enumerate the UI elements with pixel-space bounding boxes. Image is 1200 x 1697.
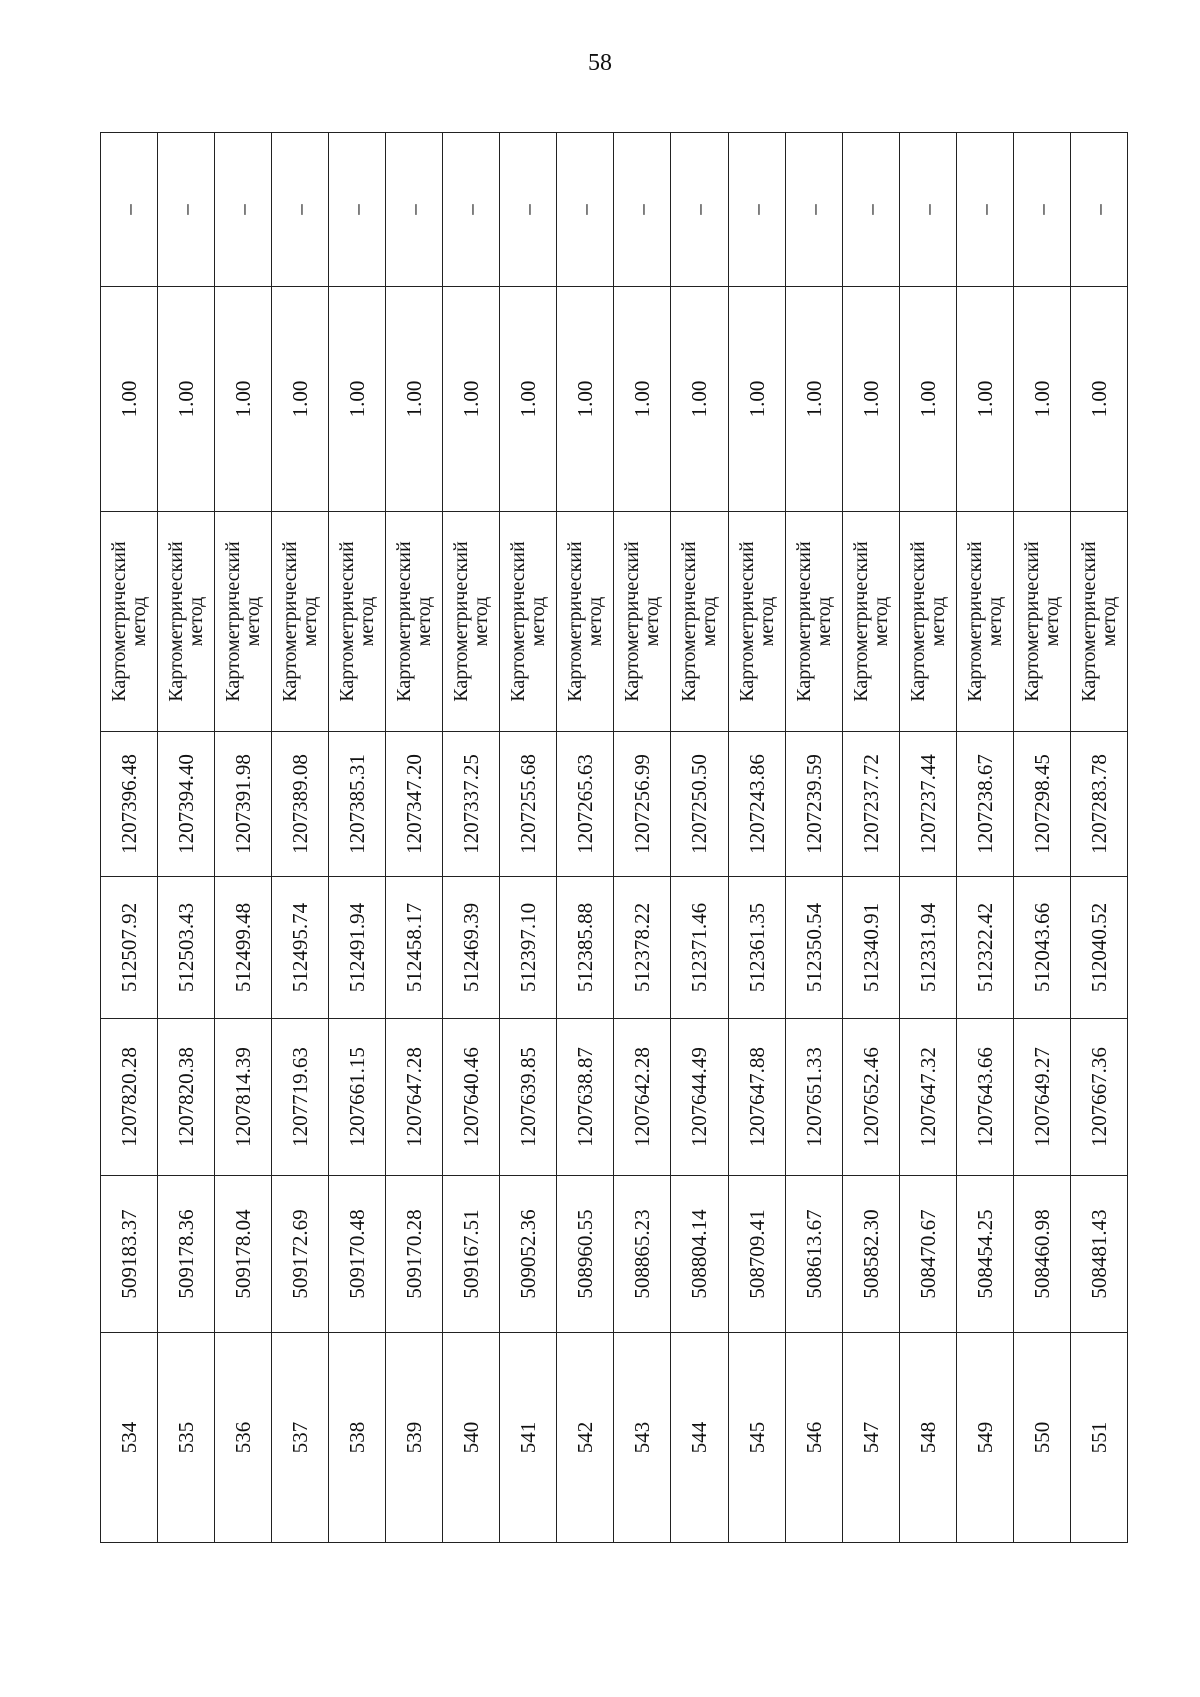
method-cell [842, 512, 899, 732]
table-row [785, 133, 842, 1543]
method-line-1: Картометрический [336, 541, 359, 702]
table-row [557, 133, 614, 1543]
accuracy-cell: 1.00 [671, 287, 728, 512]
method-line-1: Картометрический [678, 541, 701, 702]
y-coordinate-old-cell: 1207642.28 [614, 1019, 671, 1176]
x-coordinate-old-cell: 508709.41 [728, 1176, 785, 1333]
method-line-2: метод [1040, 596, 1063, 647]
method-line-1: Картометрический [108, 541, 131, 702]
method-line-2: метод [356, 596, 379, 647]
point-number-cell: 539 [386, 1333, 443, 1543]
y-coordinate-old-cell: 1207647.32 [899, 1019, 956, 1176]
point-number-cell: 535 [158, 1333, 215, 1543]
point-number-cell: 544 [671, 1333, 728, 1543]
point-number-cell: 548 [899, 1333, 956, 1543]
y-coordinate-old-cell: 1207652.46 [842, 1019, 899, 1176]
x-coordinate-old-cell: 509172.69 [272, 1176, 329, 1333]
x-coordinate-new-cell: 512499.48 [215, 877, 272, 1019]
x-coordinate-new-cell: 512397.10 [500, 877, 557, 1019]
table-row [728, 133, 785, 1543]
method-cell [1070, 512, 1127, 732]
table-row [956, 133, 1013, 1543]
method-line-1: Картометрический [450, 541, 473, 702]
x-coordinate-old-cell: 508582.30 [842, 1176, 899, 1333]
accuracy-cell: 1.00 [614, 287, 671, 512]
note-cell: – [386, 133, 443, 287]
x-coordinate-new-cell: 512469.39 [443, 877, 500, 1019]
y-coordinate-new-cell: 1207256.99 [614, 732, 671, 877]
method-cell [101, 512, 158, 732]
accuracy-cell: 1.00 [728, 287, 785, 512]
method-line-1: Картометрический [222, 541, 245, 702]
x-coordinate-old-cell: 508470.67 [899, 1176, 956, 1333]
point-number-cell: 545 [728, 1333, 785, 1543]
point-number-cell: 534 [101, 1333, 158, 1543]
method-cell [329, 512, 386, 732]
accuracy-cell: 1.00 [500, 287, 557, 512]
y-coordinate-new-cell: 1207394.40 [158, 732, 215, 877]
note-cell: – [842, 133, 899, 287]
accuracy-cell: 1.00 [272, 287, 329, 512]
x-coordinate-old-cell: 508613.67 [785, 1176, 842, 1333]
method-line-2: метод [299, 596, 322, 647]
y-coordinate-new-cell: 1207298.45 [1013, 732, 1070, 877]
note-cell: – [272, 133, 329, 287]
x-coordinate-new-cell: 512340.91 [842, 877, 899, 1019]
x-coordinate-old-cell: 508454.25 [956, 1176, 1013, 1333]
y-coordinate-new-cell: 1207255.68 [500, 732, 557, 877]
x-coordinate-new-cell: 512043.66 [1013, 877, 1070, 1019]
point-number-cell: 536 [215, 1333, 272, 1543]
x-coordinate-new-cell: 512040.52 [1070, 877, 1127, 1019]
x-coordinate-old-cell: 508865.23 [614, 1176, 671, 1333]
method-cell [557, 512, 614, 732]
y-coordinate-new-cell: 1207237.44 [899, 732, 956, 877]
x-coordinate-old-cell: 509178.04 [215, 1176, 272, 1333]
x-coordinate-new-cell: 512331.94 [899, 877, 956, 1019]
y-coordinate-old-cell: 1207643.66 [956, 1019, 1013, 1176]
y-coordinate-new-cell: 1207239.59 [785, 732, 842, 877]
x-coordinate-old-cell: 509178.36 [158, 1176, 215, 1333]
x-coordinate-old-cell: 508804.14 [671, 1176, 728, 1333]
table-row [272, 133, 329, 1543]
y-coordinate-old-cell: 1207647.28 [386, 1019, 443, 1176]
method-cell [386, 512, 443, 732]
table-row [500, 133, 557, 1543]
method-line-1: Картометрический [1020, 541, 1043, 702]
y-coordinate-new-cell: 1207265.63 [557, 732, 614, 877]
method-line-1: Картометрический [279, 541, 302, 702]
y-coordinate-old-cell: 1207640.46 [443, 1019, 500, 1176]
method-line-2: метод [185, 596, 208, 647]
page-number: 58 [588, 50, 612, 76]
x-coordinate-new-cell: 512503.43 [158, 877, 215, 1019]
table-row [1013, 133, 1070, 1543]
y-coordinate-new-cell: 1207243.86 [728, 732, 785, 877]
method-line-2: метод [527, 596, 550, 647]
table-row [842, 133, 899, 1543]
method-line-1: Картометрический [507, 541, 530, 702]
x-coordinate-new-cell: 512322.42 [956, 877, 1013, 1019]
method-cell [728, 512, 785, 732]
x-coordinate-old-cell: 509183.37 [101, 1176, 158, 1333]
x-coordinate-old-cell: 509170.28 [386, 1176, 443, 1333]
table-row [443, 133, 500, 1543]
method-line-2: метод [242, 596, 265, 647]
method-line-2: метод [983, 596, 1006, 647]
accuracy-cell: 1.00 [386, 287, 443, 512]
table-row [101, 133, 158, 1543]
y-coordinate-new-cell: 1207337.25 [443, 732, 500, 877]
y-coordinate-old-cell: 1207651.33 [785, 1019, 842, 1176]
method-cell [899, 512, 956, 732]
table-row [1070, 133, 1127, 1543]
point-number-cell: 546 [785, 1333, 842, 1543]
x-coordinate-old-cell: 509170.48 [329, 1176, 386, 1333]
method-line-2: метод [641, 596, 664, 647]
accuracy-cell: 1.00 [785, 287, 842, 512]
point-number-cell: 541 [500, 1333, 557, 1543]
note-cell: – [329, 133, 386, 287]
method-cell [272, 512, 329, 732]
y-coordinate-new-cell: 1207250.50 [671, 732, 728, 877]
method-line-1: Картометрический [963, 541, 986, 702]
table-row [158, 133, 215, 1543]
y-coordinate-new-cell: 1207385.31 [329, 732, 386, 877]
method-line-2: метод [698, 596, 721, 647]
accuracy-cell: 1.00 [215, 287, 272, 512]
method-line-1: Картометрический [564, 541, 587, 702]
point-number-cell: 550 [1013, 1333, 1070, 1543]
method-line-1: Картометрический [393, 541, 416, 702]
note-cell: – [728, 133, 785, 287]
x-coordinate-new-cell: 512378.22 [614, 877, 671, 1019]
method-line-2: метод [755, 596, 778, 647]
accuracy-cell: 1.00 [101, 287, 158, 512]
point-number-cell: 538 [329, 1333, 386, 1543]
table-row [215, 133, 272, 1543]
x-coordinate-new-cell: 512361.35 [728, 877, 785, 1019]
accuracy-cell: 1.00 [956, 287, 1013, 512]
table-row [386, 133, 443, 1543]
y-coordinate-old-cell: 1207649.27 [1013, 1019, 1070, 1176]
y-coordinate-new-cell: 1207389.08 [272, 732, 329, 877]
method-line-2: метод [812, 596, 835, 647]
x-coordinate-old-cell: 508960.55 [557, 1176, 614, 1333]
x-coordinate-new-cell: 512507.92 [101, 877, 158, 1019]
y-coordinate-new-cell: 1207237.72 [842, 732, 899, 877]
point-number-cell: 540 [443, 1333, 500, 1543]
accuracy-cell: 1.00 [1070, 287, 1127, 512]
method-cell [1013, 512, 1070, 732]
point-number-cell: 549 [956, 1333, 1013, 1543]
x-coordinate-new-cell: 512371.46 [671, 877, 728, 1019]
method-line-2: метод [869, 596, 892, 647]
method-cell [785, 512, 842, 732]
note-cell: – [956, 133, 1013, 287]
y-coordinate-old-cell: 1207644.49 [671, 1019, 728, 1176]
x-coordinate-new-cell: 512491.94 [329, 877, 386, 1019]
y-coordinate-old-cell: 1207661.15 [329, 1019, 386, 1176]
method-line-1: Картометрический [735, 541, 758, 702]
method-line-2: метод [470, 596, 493, 647]
method-line-1: Картометрический [1077, 541, 1100, 702]
y-coordinate-new-cell: 1207283.78 [1070, 732, 1127, 877]
accuracy-cell: 1.00 [329, 287, 386, 512]
y-coordinate-new-cell: 1207396.48 [101, 732, 158, 877]
note-cell: – [101, 133, 158, 287]
point-number-cell: 551 [1070, 1333, 1127, 1543]
x-coordinate-new-cell: 512495.74 [272, 877, 329, 1019]
x-coordinate-new-cell: 512385.88 [557, 877, 614, 1019]
y-coordinate-new-cell: 1207347.20 [386, 732, 443, 877]
note-cell: – [557, 133, 614, 287]
note-cell: – [1070, 133, 1127, 287]
y-coordinate-old-cell: 1207667.36 [1070, 1019, 1127, 1176]
accuracy-cell: 1.00 [1013, 287, 1070, 512]
method-line-1: Картометрический [165, 541, 188, 702]
accuracy-cell: 1.00 [899, 287, 956, 512]
x-coordinate-old-cell: 508460.98 [1013, 1176, 1070, 1333]
point-number-cell: 547 [842, 1333, 899, 1543]
y-coordinate-new-cell: 1207391.98 [215, 732, 272, 877]
method-line-2: метод [1097, 596, 1120, 647]
table-row [899, 133, 956, 1543]
x-coordinate-new-cell: 512458.17 [386, 877, 443, 1019]
method-cell [614, 512, 671, 732]
method-line-1: Картометрический [621, 541, 644, 702]
point-number-cell: 543 [614, 1333, 671, 1543]
note-cell: – [215, 133, 272, 287]
table-row [671, 133, 728, 1543]
method-cell [956, 512, 1013, 732]
point-number-cell: 542 [557, 1333, 614, 1543]
coordinates-table [100, 132, 1128, 1543]
y-coordinate-old-cell: 1207647.88 [728, 1019, 785, 1176]
method-line-1: Картометрический [792, 541, 815, 702]
method-line-1: Картометрический [906, 541, 929, 702]
method-cell [443, 512, 500, 732]
y-coordinate-old-cell: 1207820.38 [158, 1019, 215, 1176]
rotated-table-container [100, 133, 1128, 1543]
method-line-2: метод [128, 596, 151, 647]
x-coordinate-old-cell: 509167.51 [443, 1176, 500, 1333]
method-line-2: метод [584, 596, 607, 647]
method-cell [500, 512, 557, 732]
method-cell [671, 512, 728, 732]
note-cell: – [443, 133, 500, 287]
y-coordinate-old-cell: 1207719.63 [272, 1019, 329, 1176]
y-coordinate-old-cell: 1207638.87 [557, 1019, 614, 1176]
method-line-2: метод [413, 596, 436, 647]
note-cell: – [785, 133, 842, 287]
point-number-cell: 537 [272, 1333, 329, 1543]
x-coordinate-old-cell: 509052.36 [500, 1176, 557, 1333]
method-line-2: метод [926, 596, 949, 647]
note-cell: – [158, 133, 215, 287]
table-row [614, 133, 671, 1543]
note-cell: – [899, 133, 956, 287]
y-coordinate-old-cell: 1207820.28 [101, 1019, 158, 1176]
note-cell: – [500, 133, 557, 287]
table-row [329, 133, 386, 1543]
table-body [101, 133, 1128, 1543]
accuracy-cell: 1.00 [158, 287, 215, 512]
method-cell [158, 512, 215, 732]
method-cell [215, 512, 272, 732]
y-coordinate-new-cell: 1207238.67 [956, 732, 1013, 877]
note-cell: – [1013, 133, 1070, 287]
method-line-1: Картометрический [849, 541, 872, 702]
accuracy-cell: 1.00 [443, 287, 500, 512]
y-coordinate-old-cell: 1207639.85 [500, 1019, 557, 1176]
y-coordinate-old-cell: 1207814.39 [215, 1019, 272, 1176]
accuracy-cell: 1.00 [557, 287, 614, 512]
note-cell: – [671, 133, 728, 287]
note-cell: – [614, 133, 671, 287]
accuracy-cell: 1.00 [842, 287, 899, 512]
x-coordinate-new-cell: 512350.54 [785, 877, 842, 1019]
x-coordinate-old-cell: 508481.43 [1070, 1176, 1127, 1333]
